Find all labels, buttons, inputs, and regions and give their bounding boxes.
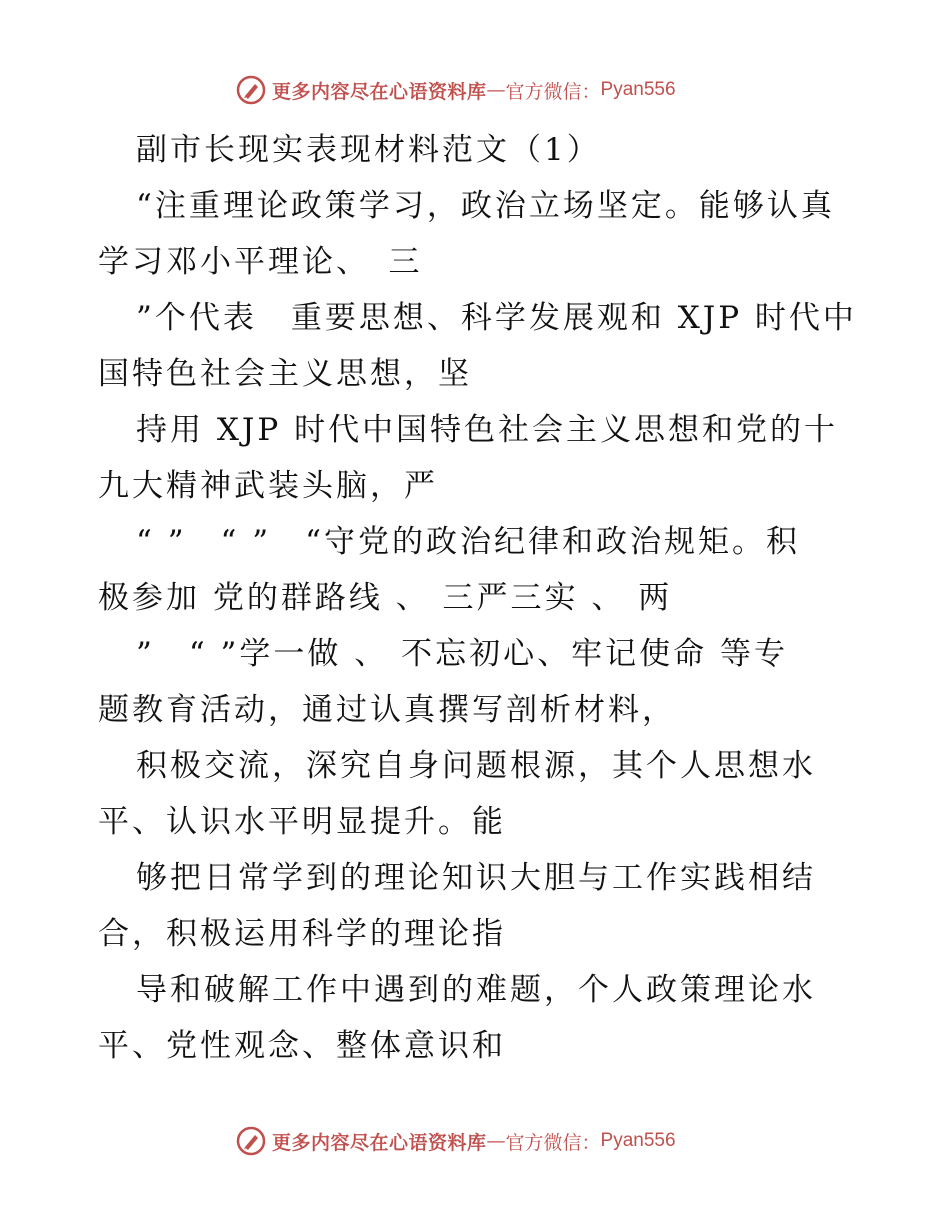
watermark-main-text: 更多内容尽在心语资料库 (272, 1131, 487, 1154)
paragraph-line: ”个代表 重要思想、科学发展观和 XJP 时代中 (136, 300, 857, 336)
watermark-official-label: 官方微信： (505, 1131, 601, 1154)
paragraph-line: 平、认识水平明显提升。能 (98, 804, 506, 840)
paragraph-line: 导和破解工作中遇到的难题，个人政策理论水 (136, 972, 816, 1008)
footer-watermark (236, 1125, 676, 1157)
paragraph-line: 合，积极运用科学的理论指 (98, 916, 506, 952)
paragraph-line: “ ” “ ” “守党的政治纪律和政治规矩。积 (136, 524, 800, 560)
paragraph-line: 题教育活动，通过认真撰写剖析材料， (98, 692, 676, 728)
document-title: 副市长现实表现材料范文（1） (136, 132, 601, 168)
watermark-wechat-id: Pyan556 (600, 79, 676, 100)
paragraph-line: ” “ ”学一做 、 不忘初心、牢记使命 等专 (136, 636, 788, 672)
paragraph-line: 极参加 党的群路线 、 三严三实 、 两 (98, 580, 673, 616)
paragraph-line: 学习邓小平理论、 三 (98, 244, 423, 280)
watermark-separator: — (486, 1130, 506, 1152)
paragraph-line: 持用 XJP 时代中国特色社会主义思想和党的十 (136, 412, 839, 448)
watermark-main-text: 更多内容尽在心语资料库 (272, 80, 487, 103)
watermark-official-label: 官方微信： (505, 80, 601, 103)
paragraph-line: “注重理论政策学习，政治立场坚定。能够认真 (136, 188, 835, 224)
paragraph-line: 平、党性观念、整体意识和 (98, 1028, 506, 1064)
paragraph-line: 积极交流，深究自身问题根源，其个人思想水 (136, 748, 816, 784)
header-watermark (236, 74, 676, 106)
document-body (98, 122, 858, 1074)
watermark-separator: — (486, 79, 506, 101)
pen-logo-icon (236, 75, 266, 105)
paragraph-line: 够把日常学到的理论知识大胆与工作实践相结 (136, 860, 816, 896)
paragraph-line: 九大精神武装头脑，严 (98, 468, 438, 504)
paragraph-line: 国特色社会主义思想，坚 (98, 356, 472, 392)
watermark-wechat-id: Pyan556 (600, 1130, 676, 1151)
pen-logo-icon (236, 1126, 266, 1156)
